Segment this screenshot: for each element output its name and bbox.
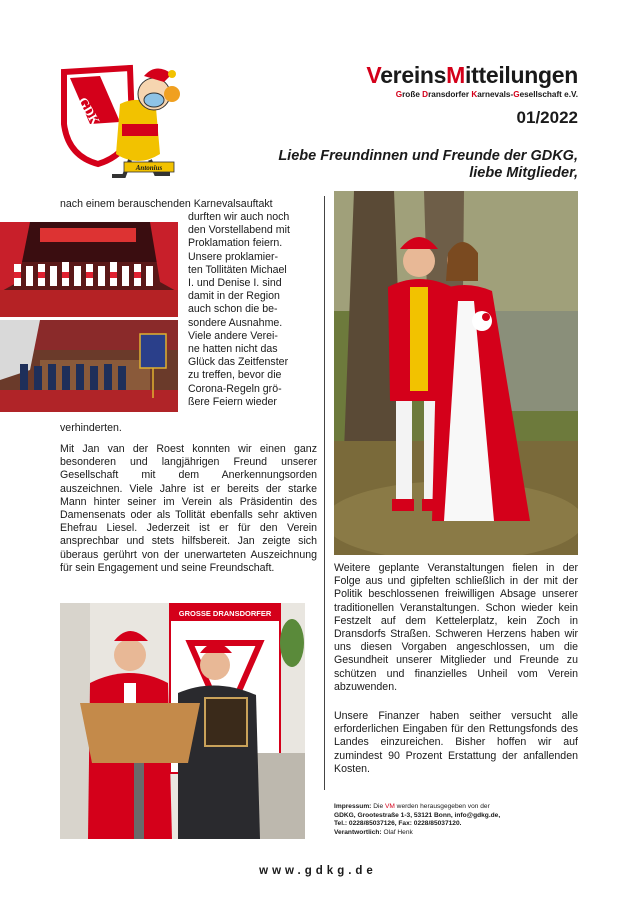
award-ceremony-photo (60, 603, 305, 839)
wrap-line: Viele andere Verei- (188, 329, 278, 342)
stage-dancers-photo (0, 222, 178, 317)
society-name: Große Dransdorfer Karnevals-Gesellschaft e.V. (395, 90, 578, 99)
wrap-line: ne hatten nicht das (188, 343, 278, 356)
wrap-line: I. und Denise I. sind (188, 277, 282, 290)
gdkg-logo (60, 64, 182, 182)
wrap-line: Glück das Zeitfenster (188, 356, 289, 369)
banner-text: GROSSE DRANSDORFER (178, 609, 272, 618)
finance-paragraph: Unsere Finanzer haben seither versucht alle erforderlichen Eingaben für den Rettungsfonds des Landes einzureichen. Bisher hoffen wir auf zumindest 90 Prozent Erstattung der anfallenden Kosten. (334, 710, 578, 775)
wrap-line: Corona-Regeln grö- (188, 382, 282, 395)
wrap-line: damit in der Region (188, 290, 280, 303)
stage-guard-photo (0, 320, 178, 412)
events-paragraph: Weitere geplante Veranstaltungen fielen in der Folge aus und gipfelten schließlich in der mit der Politik beschlossenen freiwilligen Absage unserer traditionellen Veranstaltungen. Schon wieder kein Festzelt auf dem Kettelerplatz, kein Zoch in Dransdorfs Straßen. Schweren Herzens haben wir uns diesen Vorgaben angeschlossen, um die Gesundheit unserer Mitglieder und Freunde zu schützen und finanzielles Unheil vom Verein abzuwenden. (334, 562, 578, 693)
wrap-line: Unsere proklamier- (188, 250, 279, 263)
wrap-line: auch schon die be- (188, 303, 278, 316)
wrap-line: den Vorstellabend mit (188, 224, 290, 237)
wrap-line: ten Tollitäten Michael (188, 263, 287, 276)
impressum-address: GDKG, Grootestraße 1-3, 53121 Bonn, info@gdkg.de, (334, 811, 501, 819)
wrap-line: zu treffen, bevor die (188, 369, 282, 382)
royal-couple-photo (334, 191, 578, 555)
impressum: Impressum: Die VM werden herausgegeben von der GDKG, Grootestraße 1-3, 53121 Bonn, info@gdkg.de, Tel.: 0228/85037126, Fax: 0228/85037120. Verantwortlich: Olaf Henk (334, 803, 501, 836)
greeting-line-2: liebe Mitglieder, (469, 165, 578, 181)
intro-wrap (188, 211, 317, 409)
logo-name: Antonius (135, 164, 163, 172)
newsletter-title: VereinsMitteilungen (366, 62, 578, 88)
column-divider (324, 196, 325, 790)
impressum-phone: Tel.: 0228/85037126, Fax: 0228/85037120. (334, 820, 462, 828)
wrap-line: durften wir auch noch (188, 211, 290, 223)
website-link[interactable]: www.gdkg.de (259, 865, 377, 877)
logo-letters: GDKG (75, 94, 109, 137)
greeting (258, 148, 578, 182)
issue-number: 01/2022 (516, 108, 578, 127)
wrap-line: Proklamation feiern. (188, 237, 283, 250)
wrap-line: sondere Ausnahme. (188, 316, 283, 329)
greeting-line-1: Liebe Freundinnen und Freunde der GDKG, (278, 148, 578, 164)
award-paragraph: Mit Jan van der Roest konnten wir einen ganz besonderen und langjährigen Freund unserer Gesellschaft mit dem Anerkennungsorden auszeichnen. Viele Jahre ist er bereits der starke Mann hinter seiner im Verein als Präsidentin des Damensenats oder als Tollität ebenfalls sehr aktiven Ehefrau Liesel. Jederzeit ist er für den Verein ansprechbar und stets hilfsbereit. Jan zeigte sich überaus gerührt von der unerwarteten Auszeichnung für sein Engagement und seine Freundschaft. (60, 443, 317, 574)
intro-first-line: nach einem berauschenden Karnevalsauftakt (60, 198, 273, 210)
wrap-line: ßere Feiern wieder (188, 395, 277, 408)
intro-last-line: verhinderten. (60, 422, 122, 434)
